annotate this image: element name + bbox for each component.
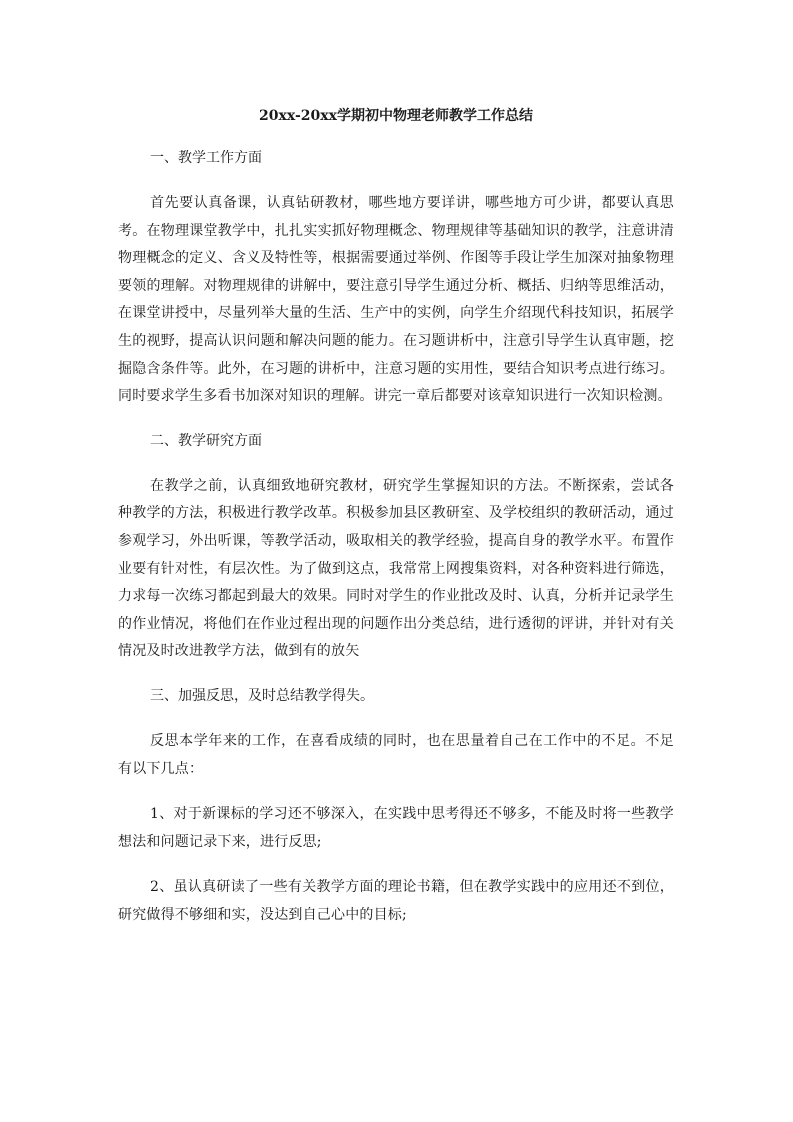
list-item: 1、对于新课标的学习还不够深入，在实践中思考得还不够多，不能及时将一些教学想法和问题记录下来，进行反思; <box>118 806 674 850</box>
section-teaching-research <box>118 429 674 666</box>
list-item: 2、虽认真研读了一些有关教学方面的理论书籍，但在教学实践中的应用还不到位，研究做得不够细和实，没达到自己心中的目标; <box>118 879 674 923</box>
section-teaching-work <box>118 146 674 411</box>
section-heading: 三、加强反思，及时总结教学得失。 <box>150 687 374 704</box>
paragraph: 首先要认真备课，认真钻研教材，哪些地方要详讲，哪些地方可少讲，都要认真思考。在物理课堂教学中，扎扎实实抓好物理概念、物理规律等基础知识的教学，注意讲清物理概念的定义、含义及特性等，根据需要通过举例、作图等手段让学生加深对抽象物理要领的理解。对物理规律的讲解中，要注意引导学生通过分析、概括、归纳等思维活动，在课堂讲授中，尽量列举大量的生活、生产中的实例，向学生介绍现代科技知识，拓展学生的视野，提高认识问题和解决问题的能力。在习题讲析中，注意引导学生认真审题，挖掘隐含条件等。此外，在习题的讲析中，注意习题的实用性，要结合知识考点进行练习。同时要求学生多看书加深对知识的理解。讲完一章后都要对该章知识进行一次知识检测。 <box>118 195 674 405</box>
section-heading: 二、教学研究方面 <box>150 432 262 449</box>
paragraph: 反思本学年来的工作，在喜看成绩的同时，也在思量着自己在工作中的不足。不足有以下几点： <box>118 732 674 777</box>
section-reflection <box>118 684 674 930</box>
document-title: 20xx-20xx学期初中物理老师教学工作总结 <box>259 108 533 124</box>
paragraph: 在教学之前，认真细致地研究教材，研究学生掌握知识的方法。不断探索，尝试各种教学的方法，积极进行教学改革。积极参加县区教研室、及学校组织的教研活动，通过参观学习，外出听课，等教学活动，吸取相关的教学经验，提高自身的教学水平。布置作业要有针对性，有层次性。为了做到这点，我常常上网搜集资料，对各种资料进行筛选，力求每一次练习都起到最大的效果。同时对学生的作业批改及时、认真，分析并记录学生的作业情况，将他们在作业过程出现的问题作出分类总结，进行透彻的评讲，并针对有关情况及时改进教学方法，做到有的放矢 <box>118 477 674 660</box>
document-page <box>118 104 674 947</box>
section-heading: 一、教学工作方面 <box>150 150 262 166</box>
